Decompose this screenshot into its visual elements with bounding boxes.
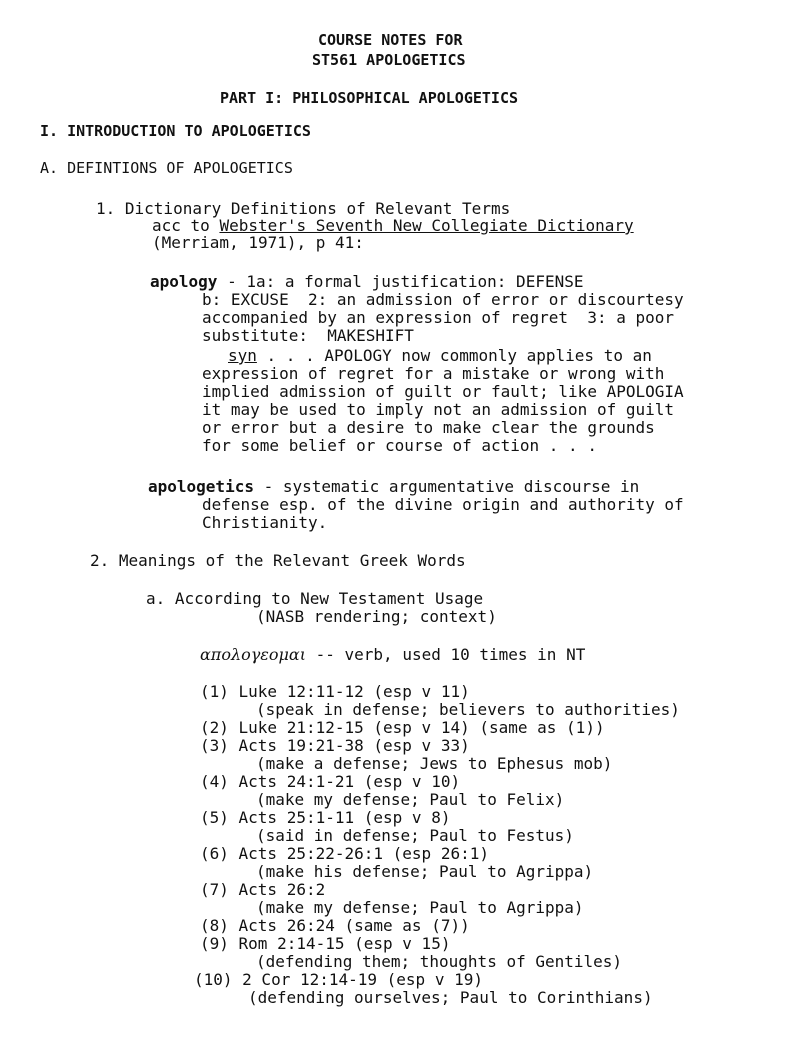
greek-word: απολογεομαι (200, 645, 306, 664)
syn-label: syn (228, 346, 257, 365)
apology-syn-4: it may be used to imply not an admission of guilt (202, 400, 675, 419)
greek-word-line (200, 646, 585, 664)
apology-syn-5: or error but a desire to make clear the grounds (202, 418, 655, 437)
sub-a-heading: a. According to New Testament Usage (146, 589, 484, 608)
ref-9-note: (defending them; thoughts of Gentiles) (256, 952, 623, 971)
ref-4-note: (make my defense; Paul to Felix) (256, 790, 565, 809)
ref-1-note: (speak in defense; believers to authorities) (256, 700, 680, 719)
section-i-heading: I. INTRODUCTION TO APOLOGETICS (40, 122, 311, 140)
ref-6: (6) Acts 25:22-26:1 (esp 26:1) (200, 844, 489, 863)
apology-syn-1 (228, 347, 652, 365)
ref-8: (8) Acts 26:24 (same as (7)) (200, 916, 470, 935)
ref-1: (1) Luke 12:11-12 (esp v 11) (200, 682, 470, 701)
apologetics-entry (148, 478, 639, 496)
ref-3: (3) Acts 19:21-38 (esp v 33) (200, 736, 470, 755)
title-line-1: COURSE NOTES FOR (318, 31, 463, 49)
sub-a-note: (NASB rendering; context) (256, 607, 497, 626)
ref-6-note: (make his defense; Paul to Agrippa) (256, 862, 594, 881)
apology-syn-6: for some belief or course of action . . . (202, 436, 597, 455)
apology-entry (150, 273, 583, 291)
item-1-heading: 1. Dictionary Definitions of Relevant Terms (96, 199, 511, 218)
ref-9: (9) Rom 2:14-15 (esp v 15) (200, 934, 451, 953)
apology-syn-2: expression of regret for a mistake or wrong with (202, 364, 665, 383)
apology-def-4: substitute: MAKESHIFT (202, 326, 414, 345)
dictionary-title: Webster's Seventh New Collegiate Dictionary (219, 216, 634, 235)
item-2-heading: 2. Meanings of the Relevant Greek Words (90, 551, 466, 570)
apology-def-1: - 1a: a formal justification: DEFENSE (217, 272, 584, 291)
apologetics-term: apologetics (148, 477, 254, 496)
ref-10: (10) 2 Cor 12:14-19 (esp v 19) (194, 970, 483, 989)
apologetics-def-2: defense esp. of the divine origin and authority of (202, 495, 684, 514)
apologetics-def-1: - systematic argumentative discourse in (253, 477, 640, 496)
title-line-2: ST561 APOLOGETICS (312, 51, 466, 69)
ref-5-note: (said in defense; Paul to Festus) (256, 826, 574, 845)
ref-7: (7) Acts 26:2 (200, 880, 326, 899)
ref-3-note: (make a defense; Jews to Ephesus mob) (256, 754, 613, 773)
ref-4: (4) Acts 24:1-21 (esp v 10) (200, 772, 461, 791)
apologetics-def-3: Christianity. (202, 513, 328, 532)
greek-desc: -- verb, used 10 times in NT (305, 645, 586, 664)
section-a-heading: A. DEFINTIONS OF APOLOGETICS (40, 159, 293, 177)
syn-text-1: . . . APOLOGY now commonly applies to an (256, 346, 652, 365)
part-heading: PART I: PHILOSOPHICAL APOLOGETICS (220, 89, 519, 107)
ref-2: (2) Luke 21:12-15 (esp v 14) (same as (1)) (200, 718, 605, 737)
ref-5: (5) Acts 25:1-11 (esp v 8) (200, 808, 451, 827)
item-1-citation: (Merriam, 1971), p 41: (152, 233, 364, 252)
apology-syn-3: implied admission of guilt or fault; like APOLOGIA (202, 382, 684, 401)
apology-def-3: accompanied by an expression of regret 3: a poor (202, 308, 675, 327)
apology-term: apology (150, 272, 218, 291)
acc-prefix: acc to (152, 216, 220, 235)
apology-def-2: b: EXCUSE 2: an admission of error or discourtesy (202, 290, 684, 309)
ref-10-note: (defending ourselves; Paul to Corinthians) (248, 988, 653, 1007)
ref-7-note: (make my defense; Paul to Agrippa) (256, 898, 584, 917)
